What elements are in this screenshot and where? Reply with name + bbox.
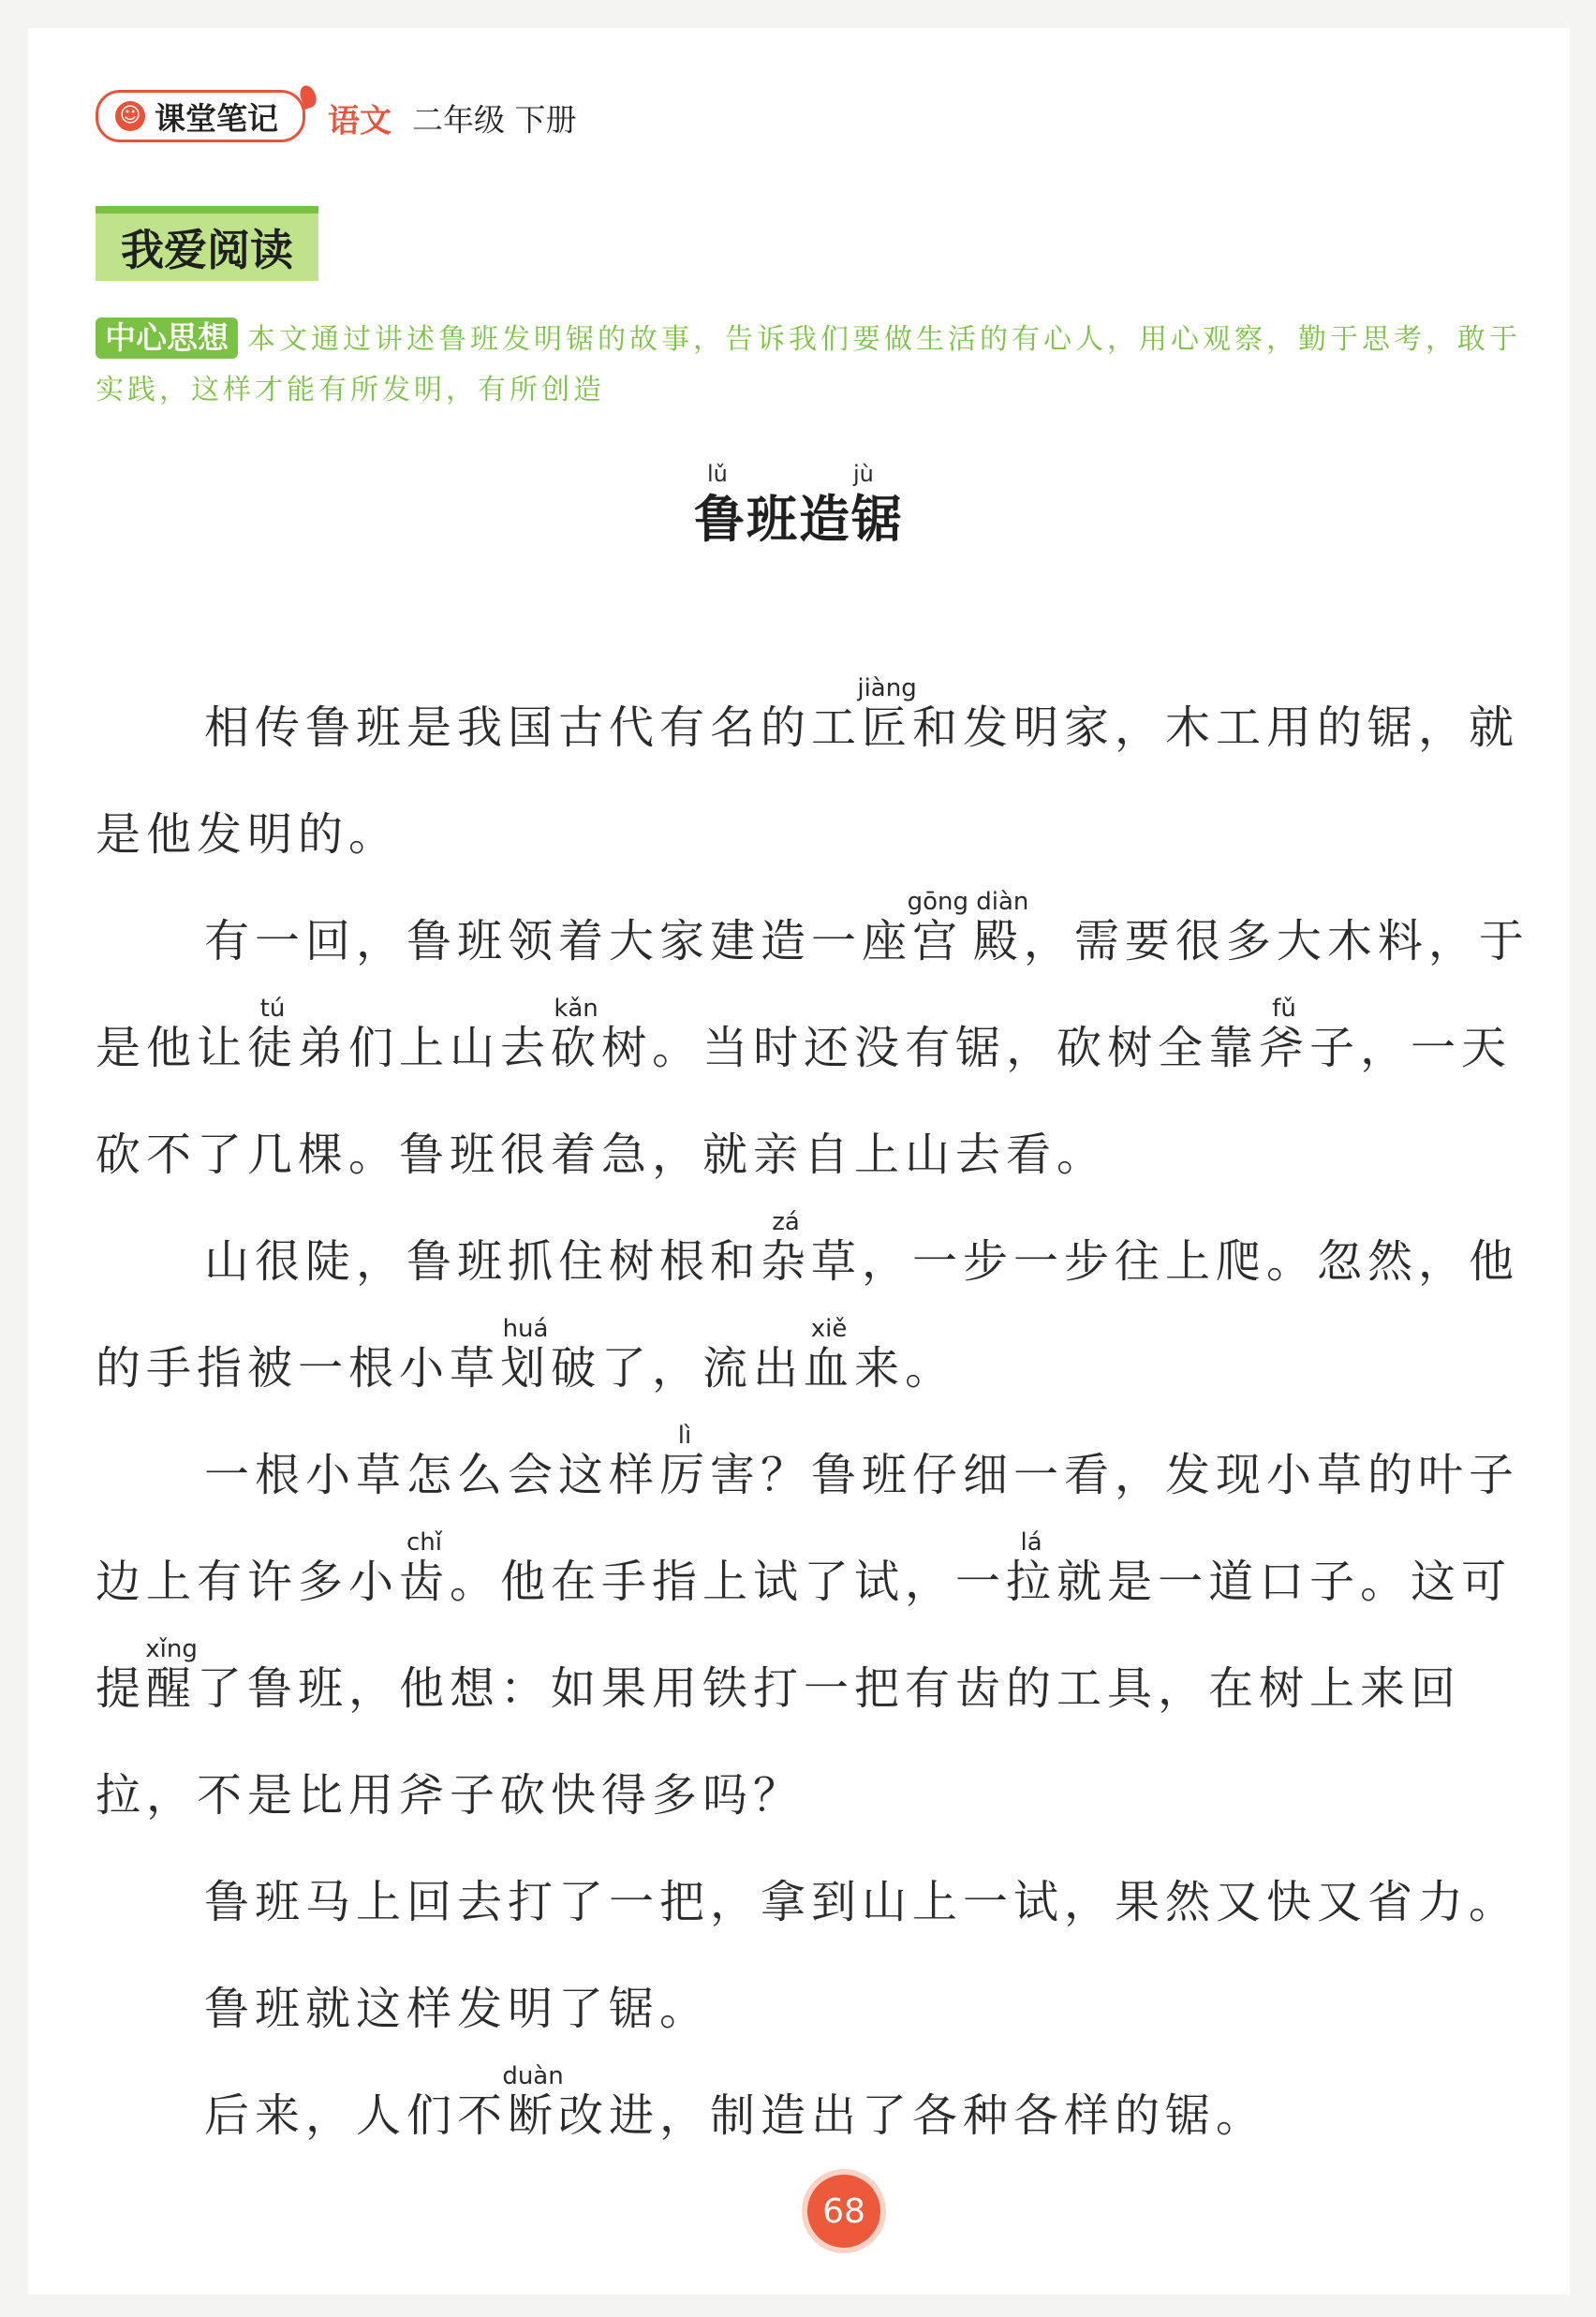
grade-label: 二年级 下册 (412, 101, 577, 139)
text-run: ，需要很多大木料，于是他让 (96, 915, 1530, 1074)
annotated-char: 厉lì (659, 1422, 711, 1501)
text-run: 后来，人们不 (204, 2089, 509, 2142)
text-run: 了鲁班，他想：如果用铁打一把有齿的工具，在树上来回拉，不是比用斧子砍快得多吗？ (96, 1662, 1462, 1822)
brand-label: 课堂笔记 (155, 99, 278, 137)
text-run: 和发明家，木工用的锯，就是他发明的。 (96, 701, 1520, 861)
pinyin: kǎn (551, 995, 602, 1023)
pinyin: huá (500, 1315, 552, 1343)
text-run: 子，一天砍不了几棵。鲁班很着急，就亲自上山去看。 (96, 1022, 1513, 1181)
subject-label: 语文 (328, 102, 392, 140)
text-run: 来。 (854, 1342, 956, 1395)
story-title: 鲁班造锯 (694, 490, 904, 549)
brand-badge (96, 90, 305, 142)
text-run: 改进，制造出了各种各样的锯。 (558, 2089, 1267, 2142)
center-idea-text: 本文通过讲述鲁班发明锯的故事，告诉我们要做生活的有心人，用心观察，勤于思考，敢于实践，这样才能有所发明，有所创造 (96, 323, 1521, 406)
text-run: 山很陡，鲁班抓住树根和 (204, 1235, 761, 1288)
annotated-char: 断duàn (502, 2062, 564, 2142)
smiley-icon: ☺ (115, 101, 145, 131)
pinyin: xiě (804, 1315, 855, 1343)
annotated-char: 宫殿gōng diàn (907, 888, 1029, 967)
story-title-block (28, 461, 1570, 552)
section-label: 我爱阅读 (121, 225, 293, 275)
annotated-char: 砍kǎn (551, 995, 602, 1074)
annotated-char: 杂zá (761, 1208, 812, 1288)
annotated-char: 划huá (500, 1315, 552, 1395)
page-number: 68 (807, 2175, 880, 2248)
annotated-char: 斧fǔ (1259, 995, 1310, 1074)
annotated-char: 醒xǐng (145, 1635, 198, 1715)
text-run: 。他在手指上试了试，一 (450, 1556, 1007, 1608)
pinyin: jiàng (857, 674, 917, 702)
pen-icon (297, 83, 318, 110)
section-tag (96, 206, 318, 281)
text-run: 一根小草怎么会这样 (204, 1449, 660, 1501)
text-run: 有一回，鲁班领着大家建造一座 (204, 915, 913, 967)
paragraph-2 (96, 888, 1547, 1208)
text-run: 相传鲁班是我国古代有名的工 (204, 701, 863, 754)
text-run: 树。当时还没有锯，砍树全靠 (601, 1022, 1260, 1074)
annotated-char: 匠jiàng (857, 674, 917, 754)
pinyin: lì (659, 1422, 711, 1450)
pinyin: lá (1006, 1528, 1057, 1557)
text-run: 就是一道口子。这可提 (96, 1556, 1513, 1715)
annotated-char: 血xiě (804, 1315, 855, 1395)
pinyin: fǔ (1259, 995, 1310, 1023)
pinyin: zá (761, 1208, 812, 1236)
paragraph-6: 鲁班就这样发明了锯。 (204, 1983, 711, 2035)
text-run: 害？鲁班仔细一看，发现小草的叶子边上有许多小 (96, 1449, 1520, 1608)
title-pinyin-lu: lǔ (707, 461, 728, 487)
page (28, 28, 1570, 2295)
center-idea-badge: 中心思想 (96, 317, 238, 359)
paragraph-5: 鲁班马上回去打了一把，拿到山上一试，果然又快又省力。 (204, 1876, 1520, 1928)
title-pinyin-ju: jù (853, 461, 874, 487)
paragraph-1 (96, 674, 1547, 888)
annotated-char: 拉lá (1006, 1528, 1057, 1608)
pinyin: tú (247, 995, 299, 1023)
paragraph-7 (96, 2062, 1547, 2169)
text-run: 弟们上山去 (298, 1022, 552, 1074)
text-run: 草，一步一步往上爬。忽然，他的手指被一根小草 (96, 1235, 1520, 1395)
pinyin: gōng diàn (907, 888, 1029, 916)
annotated-char: 齿chǐ (399, 1528, 451, 1608)
center-idea (96, 315, 1538, 416)
text-run: 破了，流出 (551, 1342, 805, 1395)
pinyin: xǐng (145, 1635, 198, 1663)
story-body (96, 674, 1547, 2169)
pinyin: duàn (502, 2062, 564, 2090)
paragraph-4 (96, 1422, 1547, 1849)
annotated-char: 徒tú (247, 995, 299, 1074)
paragraph-3 (96, 1208, 1547, 1422)
pinyin: chǐ (399, 1528, 451, 1557)
